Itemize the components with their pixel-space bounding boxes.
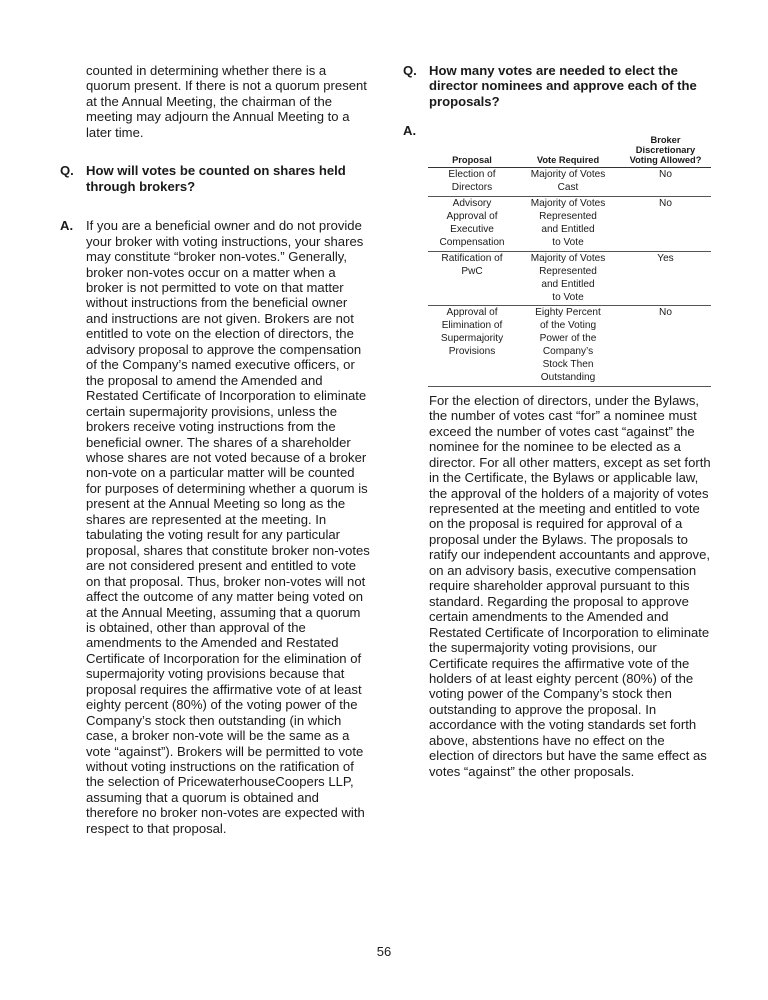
header-vote-required: Vote Required: [516, 135, 620, 168]
header-broker-discretionary: Broker Discretionary Voting Allowed?: [620, 135, 711, 168]
answer-marker: A.: [403, 123, 417, 139]
cell-vote-required: Majority of Votes Represented and Entitled to Vote: [516, 197, 620, 252]
question-marker: Q.: [403, 63, 417, 78]
table-row: [428, 306, 711, 386]
header-proposal: Proposal: [428, 135, 516, 168]
cell-vote-required: Majority of Votes Represented and Entitled to Vote: [516, 251, 620, 306]
cell-proposal: Approval of Elimination of Supermajority Provisions: [428, 306, 516, 386]
question-marker: Q.: [60, 163, 74, 179]
answer-text: If you are a beneficial owner and do not provide your broker with voting instructions, your shares may constitute “broker non-votes.” Generally, broker non-votes occur on a matter when a broker is not permitted to vote on that matter without instructions from the beneficial owner and instructions are not given. Brokers are not entitled to vote on the election of directors, the advisory proposal to approve the compensation of the Company’s named executive officers, or the proposal to amend the Amended and Restated Certificate of Incorporation to eliminate certain supermajority provisions, unless the brokers receive voting instructions from the beneficial owner. The shares of a shareholder whose shares are not voted because of a broker non-vote on a particular matter will be counted for purposes of determining whether a quorum is present at the Annual Meeting so long as the shares are represented at the meeting. In tabulating the voting result for any particular proposal, shares that constitute broker non-votes are not considered present and entitled to vote on that proposal. Thus, broker non-votes will not affect the outcome of any matter being voted on at the Annual Meeting, assuming that a quorum is obtained, other than approval of the amendments to the Amended and Restated Certificate of Incorporation for the elimination of supermajority voting provisions because that proposal requires the affirmative vote of at least eighty percent (80%) of the voting power of the Company’s stock then outstanding (in which case, a broker non-vote will be the same as a vote “against”). Brokers will be permitted to vote without voting instructions on the ratification of the selection of PricewaterhouseCoopers LLP, assuming that a quorum is obtained and therefore no broker non-votes are expected with respect to that proposal.: [86, 218, 370, 836]
left-column: [60, 63, 370, 836]
right-column: [403, 63, 713, 779]
cell-proposal: Advisory Approval of Executive Compensation: [428, 197, 516, 252]
cell-vote-required: Eighty Percent of the Voting Power of the Company’s Stock Then Outstanding: [516, 306, 620, 386]
table-row: [428, 168, 711, 197]
answer-marker: A.: [60, 218, 74, 234]
table-row: [428, 197, 711, 252]
question-brokers: [60, 163, 370, 194]
cell-broker-allowed: Yes: [620, 251, 711, 306]
cell-proposal: Election of Directors: [428, 168, 516, 197]
continuation-paragraph: counted in determining whether there is a quorum present. If there is not a quorum present at the Annual Meeting, the chairman of the meeting may adjourn the Annual Meeting to a later time.: [86, 63, 367, 140]
cell-broker-allowed: No: [620, 306, 711, 386]
question-text: How many votes are needed to elect the director nominees and approve each of the proposals?: [429, 63, 697, 109]
question-votes-needed: [403, 63, 713, 109]
cell-vote-required: Majority of Votes Cast: [516, 168, 620, 197]
voting-standards-explanation: For the election of directors, under the Bylaws, the number of votes cast “for” a nominee must exceed the number of votes cast “against” the nominee for the nominee to be elected as a director. For all other matters, except as set forth in the Certificate, the Bylaws or applicable law, the approval of the holders of a majority of votes represented at the meeting and entitled to vote on the proposal is required for approval of a proposal under the Bylaws. The proposals to ratify our independent accountants and approve, on an advisory basis, executive compensation require shareholder approval pursuant to this standard. Regarding the proposal to approve certain amendments to the Amended and Restated Certificate of Incorporation to eliminate the supermajority voting provisions, our Certificate requires the affirmative vote of the holders of at least eighty percent (80%) of the voting power of the Company’s stock then outstanding to approve the proposal. In accordance with the voting standards set forth above, abstentions have no effect on the election of directors but have the same effect as votes “against” the other proposals.: [429, 392, 711, 779]
page-number: 56: [376, 944, 392, 959]
answer-votes-needed: [403, 123, 713, 139]
answer-brokers: [60, 218, 370, 836]
cell-proposal: Ratification of PwC: [428, 251, 516, 306]
cell-broker-allowed: No: [620, 197, 711, 252]
table-row: [428, 251, 711, 306]
vote-requirements-table: [428, 135, 711, 387]
cell-broker-allowed: No: [620, 168, 711, 197]
table-header-row: [428, 135, 711, 168]
question-text: How will votes be counted on shares held through brokers?: [86, 163, 346, 194]
